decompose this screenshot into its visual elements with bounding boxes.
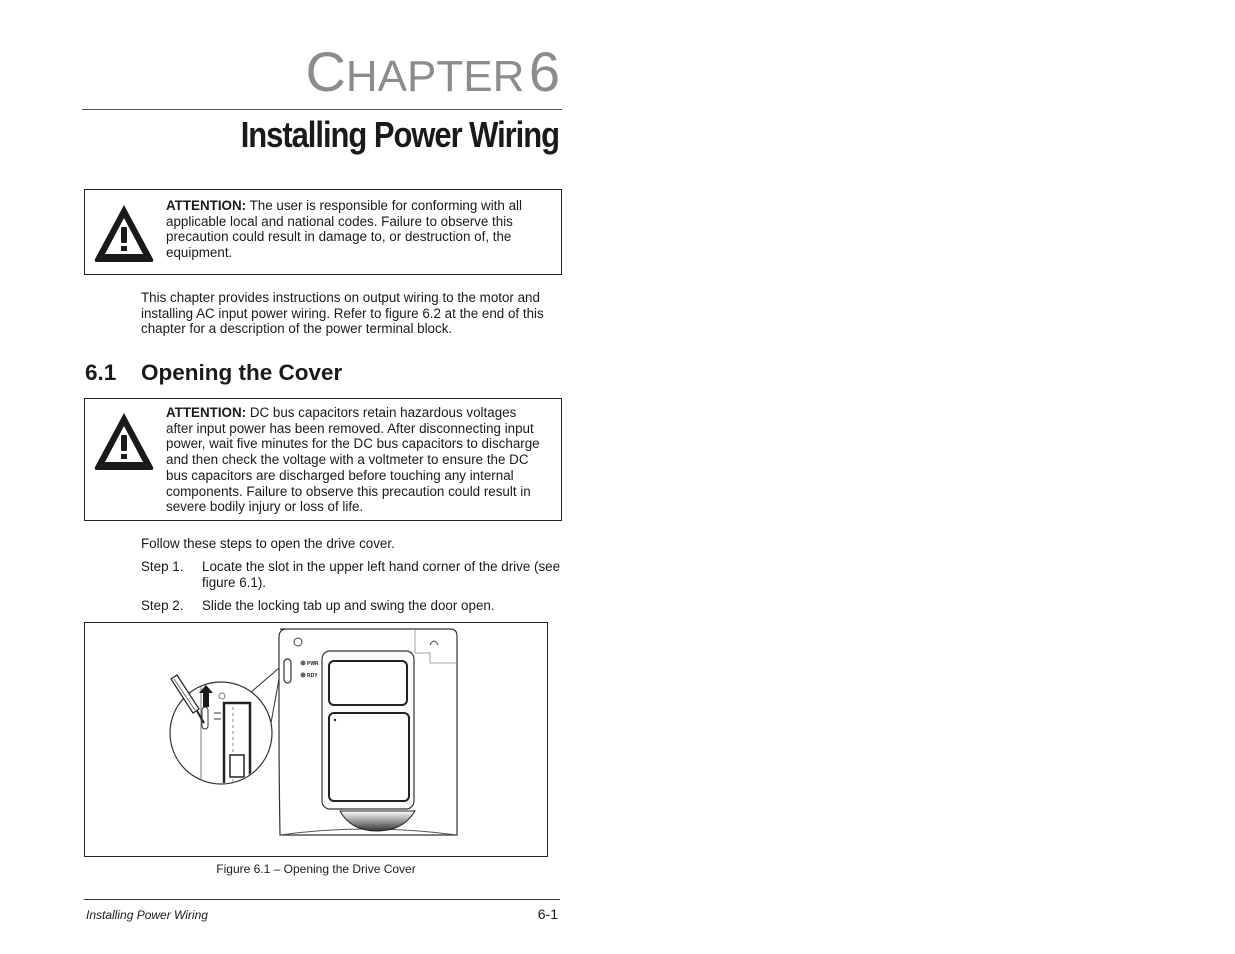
step-item [141, 559, 561, 591]
steps-intro: Follow these steps to open the drive cover. [141, 536, 395, 551]
page-number: 6-1 [537, 906, 558, 922]
warning-triangle-icon [90, 407, 158, 475]
chapter-label-rest: HAPTER [345, 52, 525, 101]
rdy-led-icon [301, 673, 306, 678]
footer-rule [84, 899, 560, 900]
attention-box-codes [84, 189, 562, 275]
rdy-led-label: RDY [307, 673, 318, 679]
attention-body: The user is responsible for conforming with all applicable local and national codes. Failure to observe this precaution could result in damage to, or destruction of, the equipment. [166, 198, 522, 261]
attention-label: ATTENTION: [166, 405, 247, 420]
pwr-led-label: PWR [307, 661, 319, 667]
drive-illustration [85, 623, 547, 856]
attention-text [166, 405, 546, 515]
chapter-label-initial: C [305, 40, 346, 103]
attention-body: DC bus capacitors retain hazardous voltages after input power has been removed. After disconnecting input power, wait five minutes for the DC bus capacitors to discharge and then check the voltage with a voltmeter to ensure the DC bus capacitors are discharged before touching any internal components. Failure to observe this precaution could result in severe bodily injury or loss of life. [166, 405, 540, 515]
footer-running-title: Installing Power Wiring [86, 908, 208, 922]
intro-paragraph: This chapter provides instructions on output wiring to the motor and installing AC input power wiring. Refer to figure 6.2 at the end of this chapter for a description of the power terminal block. [141, 290, 544, 337]
section-number: 6.1 [85, 360, 117, 385]
step-text: Slide the locking tab up and swing the door open. [202, 598, 495, 613]
chapter-rule [82, 109, 562, 110]
step-label: Step 1. [141, 559, 184, 574]
step-item [141, 598, 561, 614]
chapter-title: Installing Power Wiring [240, 114, 559, 155]
attention-label: ATTENTION: [166, 198, 247, 213]
warning-triangle-icon [90, 199, 158, 267]
chapter-label [82, 40, 560, 103]
figure-drive-cover [84, 622, 548, 857]
section-heading [85, 360, 342, 386]
attention-text [166, 198, 546, 261]
attention-box-capacitors [84, 398, 562, 521]
section-title: Opening the Cover [141, 360, 343, 385]
chapter-number: 6 [528, 40, 560, 103]
step-text: Locate the slot in the upper left hand corner of the drive (see figure 6.1). [202, 559, 561, 590]
figure-caption: Figure 6.1 – Opening the Drive Cover [216, 862, 416, 876]
pwr-led-icon [301, 661, 306, 666]
step-label: Step 2. [141, 598, 184, 613]
